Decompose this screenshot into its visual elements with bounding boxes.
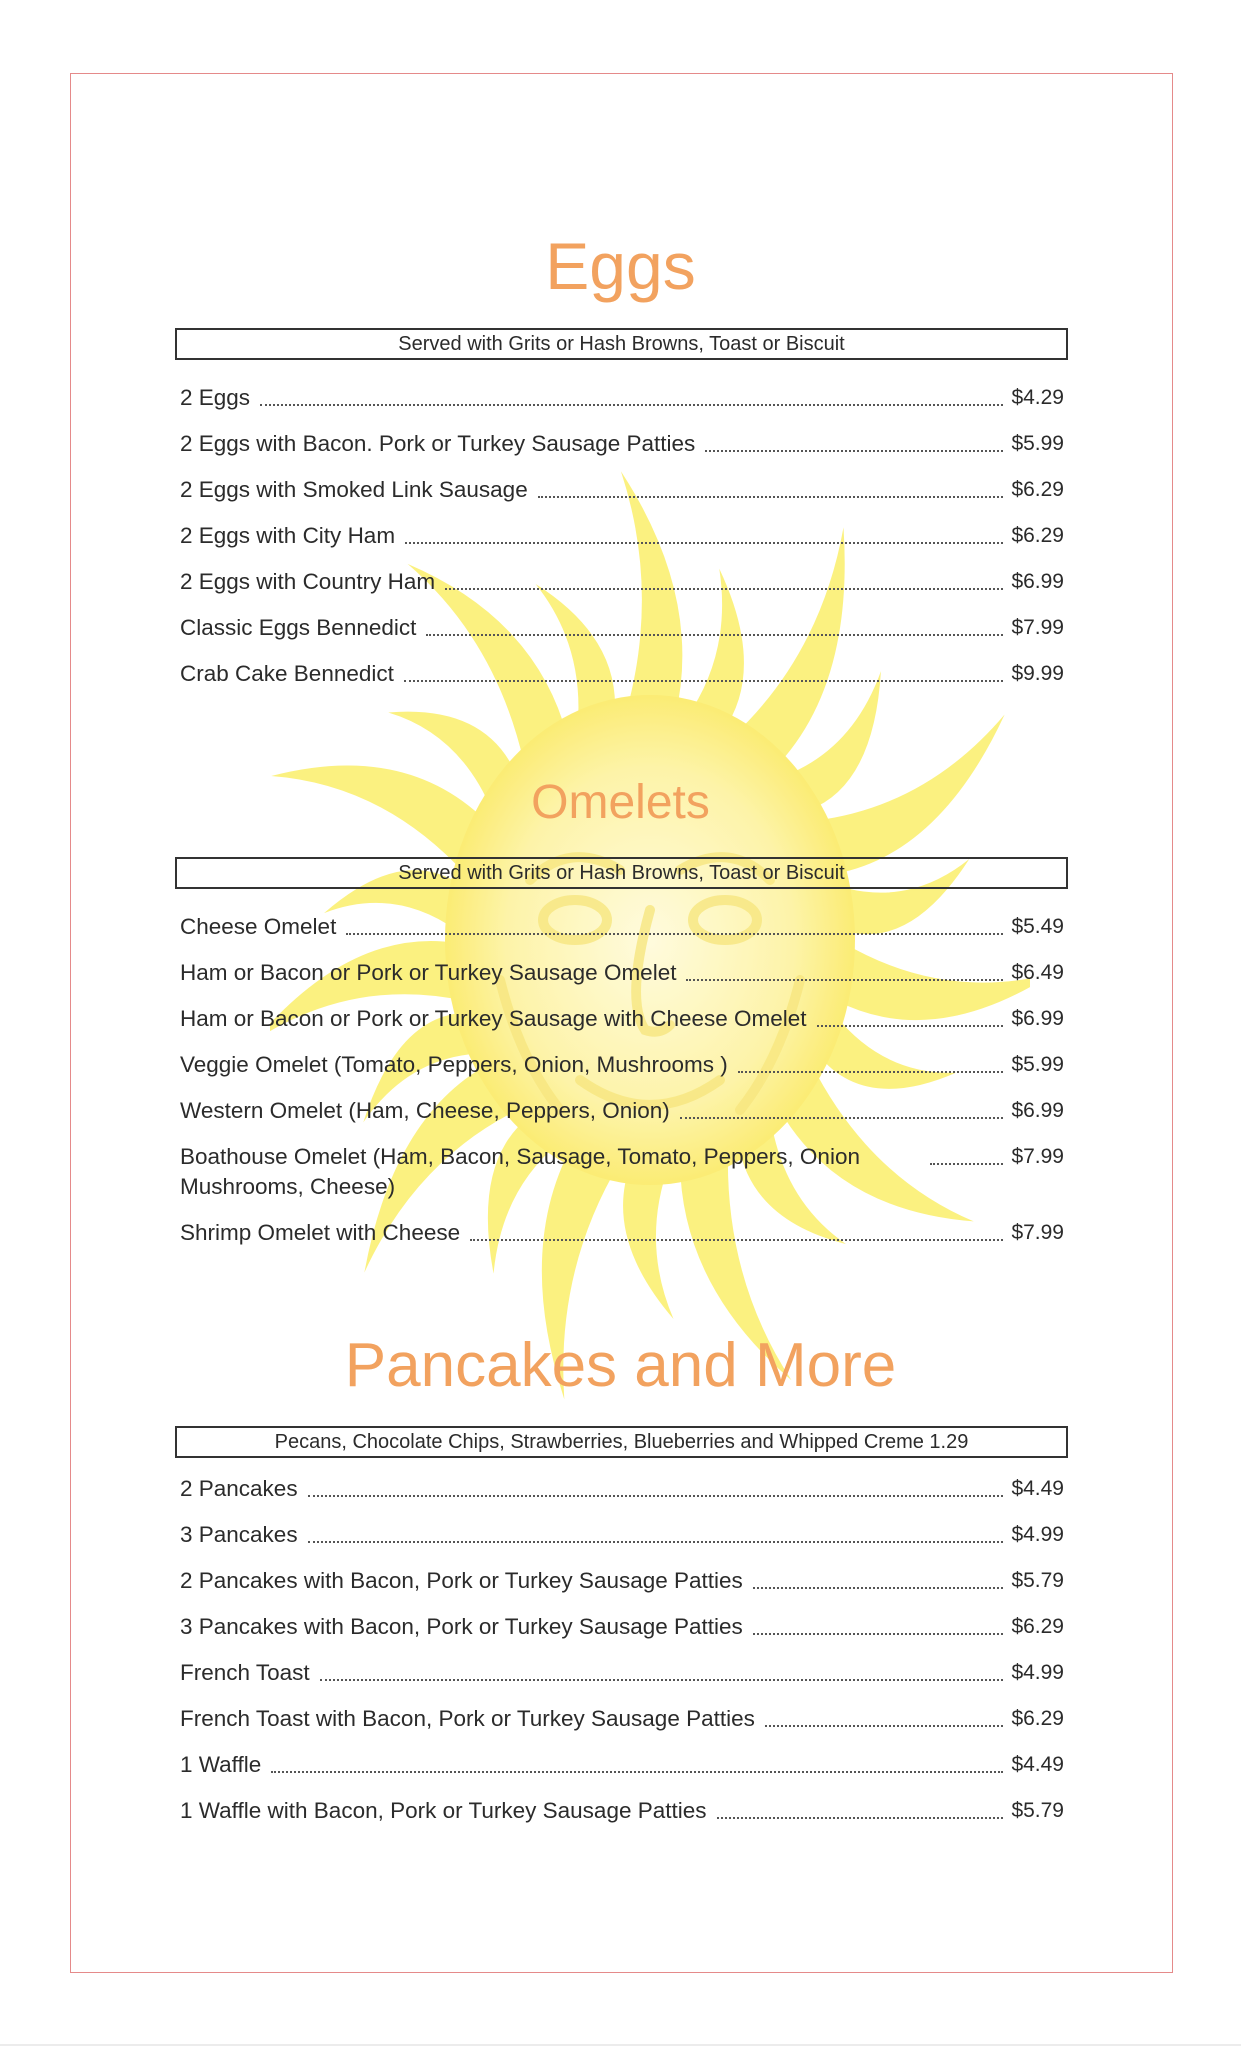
menu-item [180, 1096, 1064, 1126]
menu-item [180, 1520, 1064, 1550]
dot-leader [753, 1587, 1004, 1589]
dot-leader [346, 933, 1003, 935]
menu-item [180, 958, 1064, 988]
dot-leader [445, 588, 1003, 590]
menu-item-name: Shrimp Omelet with Cheese [180, 1220, 461, 1245]
menu-item [180, 1612, 1064, 1642]
menu-item-name: Boathouse Omelet (Ham, Bacon, Sausage, Tomato, Peppers, Onion Mushrooms, Cheese) [180, 1144, 860, 1199]
menu-item-name: Veggie Omelet (Tomato, Peppers, Onion, Mushrooms ) [180, 1052, 728, 1077]
menu-item-name: 2 Eggs with City Ham [180, 523, 396, 548]
dot-leader [538, 496, 1004, 498]
menu-item-name: 2 Eggs [180, 385, 251, 410]
menu-item [180, 1704, 1064, 1734]
section-title: Omelets [531, 776, 710, 829]
menu-item [180, 521, 1064, 551]
menu-item [180, 1218, 1064, 1248]
section-banner: Served with Grits or Hash Browns, Toast or Biscuit [175, 328, 1068, 360]
menu-item [180, 1566, 1064, 1596]
menu-item-price: $6.99 [1011, 1007, 1064, 1030]
menu-item-name: 2 Eggs with Bacon. Pork or Turkey Sausage Patties [180, 431, 696, 456]
menu-item [180, 1474, 1064, 1504]
menu-item [180, 1658, 1064, 1688]
menu-item-name: French Toast [180, 1660, 310, 1685]
menu-item [180, 1050, 1064, 1080]
menu-item-price: $4.29 [1011, 386, 1064, 409]
dot-leader [260, 404, 1003, 406]
menu-item-name: 2 Pancakes with Bacon, Pork or Turkey Sausage Patties [180, 1568, 743, 1593]
menu-item-price: $6.29 [1011, 478, 1064, 501]
menu-item [180, 1796, 1064, 1826]
menu-item-name: 2 Eggs with Country Ham [180, 569, 436, 594]
dot-leader [404, 680, 1004, 682]
dot-leader [308, 1541, 1004, 1543]
menu-item [180, 475, 1064, 505]
menu-item-price: $7.99 [1011, 616, 1064, 639]
dot-leader [705, 450, 1003, 452]
menu-item-name: Ham or Bacon or Pork or Turkey Sausage Omelet [180, 960, 677, 985]
menu-item-name: Western Omelet (Ham, Cheese, Peppers, Onion) [180, 1098, 670, 1123]
dot-leader [470, 1239, 1003, 1241]
menu-item-list [180, 912, 1064, 1264]
dot-leader [930, 1163, 1003, 1165]
menu-item-price: $7.99 [1011, 1221, 1064, 1244]
dot-leader [717, 1817, 1004, 1819]
dot-leader [405, 542, 1003, 544]
menu-item-price: $5.79 [1011, 1569, 1064, 1592]
menu-item-price: $4.99 [1011, 1661, 1064, 1684]
menu-item-name: 3 Pancakes [180, 1522, 298, 1547]
menu-item [180, 1004, 1064, 1034]
dot-leader [765, 1725, 1004, 1727]
menu-item-name: Crab Cake Bennedict [180, 661, 394, 686]
dot-leader [320, 1679, 1004, 1681]
menu-item-price: $9.99 [1011, 662, 1064, 685]
menu-item-price: $6.99 [1011, 1099, 1064, 1122]
menu-item-name: Classic Eggs Bennedict [180, 615, 417, 640]
menu-item-name: 3 Pancakes with Bacon, Pork or Turkey Sausage Patties [180, 1614, 743, 1639]
menu-item-name: Ham or Bacon or Pork or Turkey Sausage with Cheese Omelet [180, 1006, 807, 1031]
menu-item-price: $5.79 [1011, 1799, 1064, 1822]
menu-item-price: $5.49 [1011, 915, 1064, 938]
menu-item-price: $4.49 [1011, 1477, 1064, 1500]
dot-leader [271, 1771, 1003, 1773]
menu-item-list [180, 1474, 1064, 1842]
section-banner: Pecans, Chocolate Chips, Strawberries, Blueberries and Whipped Creme 1.29 [175, 1426, 1068, 1458]
menu-item [180, 1142, 1064, 1202]
menu-item-price: $6.29 [1011, 524, 1064, 547]
menu-item-price: $5.99 [1011, 432, 1064, 455]
menu-item-price: $6.29 [1011, 1615, 1064, 1638]
menu-item-price: $6.29 [1011, 1707, 1064, 1730]
menu-item [180, 1750, 1064, 1780]
dot-leader [753, 1633, 1004, 1635]
menu-item-name: 2 Pancakes [180, 1476, 298, 1501]
menu-item [180, 429, 1064, 459]
menu-item-name: French Toast with Bacon, Pork or Turkey Sausage Patties [180, 1706, 755, 1731]
menu-item-name: 1 Waffle [180, 1752, 262, 1777]
dot-leader [817, 1025, 1004, 1027]
menu-item [180, 383, 1064, 413]
menu-item-price: $5.99 [1011, 1053, 1064, 1076]
menu-item-list [180, 383, 1064, 705]
menu-item-price: $6.49 [1011, 961, 1064, 984]
dot-leader [738, 1071, 1004, 1073]
section-title: Eggs [545, 229, 696, 303]
menu-item-price: $4.99 [1011, 1523, 1064, 1546]
menu-item-name: 1 Waffle with Bacon, Pork or Turkey Sausage Patties [180, 1798, 707, 1823]
dot-leader [686, 979, 1003, 981]
dot-leader [680, 1117, 1004, 1119]
section-title: Pancakes and More [344, 1331, 897, 1400]
dot-leader [426, 634, 1003, 636]
menu-item-name: 2 Eggs with Smoked Link Sausage [180, 477, 528, 502]
section-banner: Served with Grits or Hash Browns, Toast or Biscuit [175, 857, 1068, 889]
menu-item-name: Cheese Omelet [180, 914, 337, 939]
menu-item [180, 659, 1064, 689]
menu-item-price: $7.99 [1011, 1145, 1064, 1168]
dot-leader [308, 1495, 1004, 1497]
menu-item [180, 567, 1064, 597]
menu-item-price: $4.49 [1011, 1753, 1064, 1776]
menu-item [180, 912, 1064, 942]
menu-item [180, 613, 1064, 643]
menu-item-price: $6.99 [1011, 570, 1064, 593]
